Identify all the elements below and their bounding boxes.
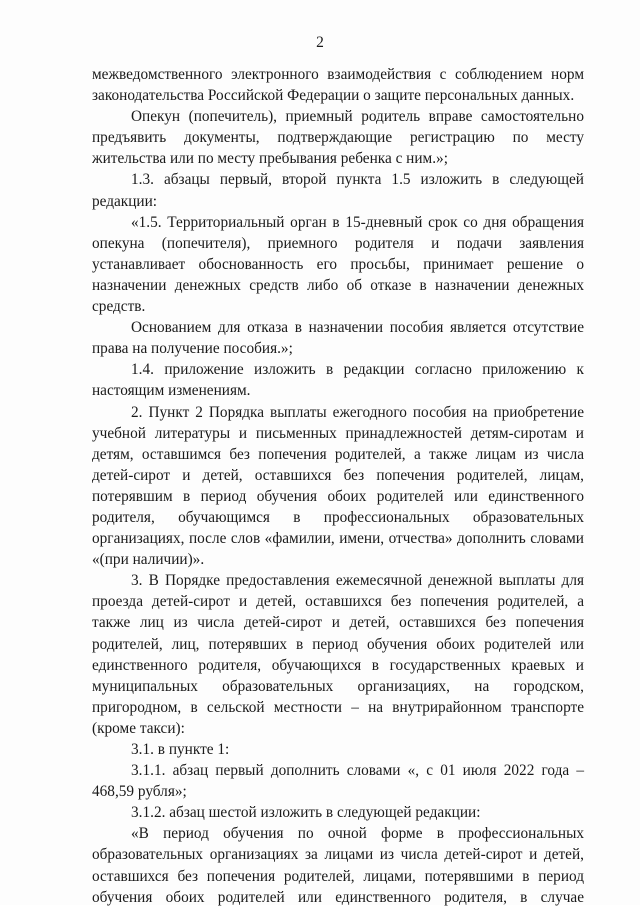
document-body — [92, 64, 584, 908]
paragraph-guardian-rights: Опекун (попечитель), приемный родитель вправе самостоятельно предъявить документы, подтверждающие регистрацию по месту жительства или по месту пребывания ребенка с ним.»; — [92, 108, 584, 168]
paragraph-continuation: межведомственного электронного взаимодействия с соблюдением норм законодательства Российской Федерации о защите персональных данных. — [92, 66, 584, 105]
paragraph-amendment-3-1: 3.1. в пункте 1: — [131, 741, 230, 758]
paragraph-amendment-2: 2. Пункт 2 Порядка выплаты ежегодного пособия на приобретение учебной литературы и письменных принадлежностей детям-сиротам и детям, оставшимся без попечения родителей, а также лицам из числа детей-сирот и детей, оставшихся без попечения родителей, лицам, потерявшим в период обучения обоих родителей или единственного родителя, обучающимся в профессиональных образовательных организациях, после слов «фамилии, имени, отчества» дополнить словами «(при наличии)». — [92, 403, 584, 569]
paragraph-amendment-3: 3. В Порядке предоставления ежемесячной денежной выплаты для проезда детей-сирот и детей, оставшихся без попечения родителей, а также лиц из числа детей-сирот и детей, оставшихся без попечения родителей, лиц, потерявших в период обучения обоих родителей или единственного родителя, обучающихся в государственных краевых и муниципальных образовательных организациях, на городском, пригородном, в сельской местности – на внутрирайонном транспорте (кроме такси): — [92, 572, 584, 737]
paragraph-amendment-1-3: 1.3. абзацы первый, второй пункта 1.5 изложить в следующей редакции: — [92, 171, 584, 210]
paragraph-amendment-3-1-1: 3.1.1. абзац первый дополнить словами «, с 01 июля 2022 года – 468,59 рубля»; — [92, 762, 584, 801]
paragraph-amendment-3-1-2: 3.1.2. абзац шестой изложить в следующей редакции: — [131, 804, 481, 822]
paragraph-clause-1-5: «1.5. Территориальный орган в 15-дневный срок со дня обращения опекуна (попечителя), приемного родителя и подачи заявления устанавливает обоснованность его просьбы, принимает решение о назначении денежных средств либо об отказе в назначении денежных средств. — [92, 213, 584, 316]
paragraph-refusal-basis: Основанием для отказа в назначении пособия является отсутствие права на получение пособия.»; — [92, 319, 584, 358]
paragraph-new-abzac-6: «В период обучения по очной форме в профессиональных образовательных организациях за лицами из числа детей-сирот и детей, оставшихся без попечения родителей, лицами, потерявшими в период обучения обоих родителей или единственного родителя, в случае — [92, 825, 584, 906]
paragraph-amendment-1-4: 1.4. приложение изложить в редакции согласно приложению к настоящим изменениям. — [92, 361, 584, 400]
page-number: 2 — [316, 34, 324, 51]
